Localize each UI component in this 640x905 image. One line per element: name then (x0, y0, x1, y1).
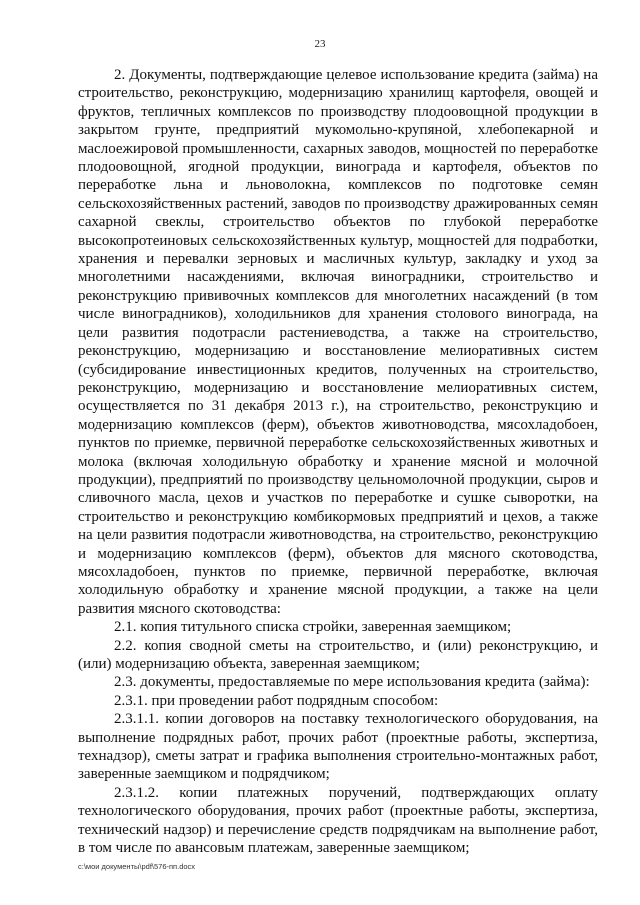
page-number: 23 (314, 38, 326, 50)
paragraph-2: 2. Документы, подтверждающие целевое использование кредита (займа) на строительство, реконструкцию, модернизацию хранилищ картофеля, овощей и фруктов, тепличных комплексов по производству плодоовощной продукции в закрытом грунте, предприятий мукомольно-крупяной, хлебопекарной и маслоежировой промышленности, сахарных заводов, мощностей по переработке плодоовощной, ягодной продукции, винограда и картофеля, объектов по переработке льна и льноволокна, комплексов по подготовке семян сельскохозяйственных растений, заводов по производству дражированных семян сахарной свеклы, строительство объектов по глубокой переработке высокопротеиновых сельскохозяйственных культур, мощностей для подработки, хранения и перевалки зерновых и масличных культур, закладку и уход за многолетними насаждениями, включая виноградники, строительство и реконструкцию прививочных комплексов для многолетних насаждений (в том числе виноградников), холодильников для хранения столового винограда, на цели развития подотрасли растениеводства, а также на строительство, реконструкцию, модернизацию и восстановление мелиоративных систем (субсидирование инвестиционных кредитов, полученных на строительство, реконструкцию, модернизацию и восстановление мелиоративных систем, осуществляется по 31 декабря 2013 г.), на строительство, реконструкцию и модернизацию комплексов (ферм), объектов животноводства, мясохладобоен, пунктов по приемке, первичной переработке сельскохозяйственных животных и молока (включая холодильную обработку и хранение мясной и молочной продукции), предприятий по производству цельномолочной продукции, сыров и сливочного масла, цехов и участков по переработке и сушке сыворотки, на строительство и реконструкцию комбикормовых предприятий и цехов, а также на цели развития подотрасли животноводства, на строительство, реконструкцию и модернизацию комплексов (ферм), объектов для мясного скотоводства, мясохладобоен, пунктов по приемке, первичной переработке, включая холодильную обработку и хранение мясной продукции, а также на цели развития мясного скотоводства: (78, 67, 598, 617)
paragraph-2-3-1-2: 2.3.1.2. копии платежных поручений, подтверждающих оплату технологического оборудования, прочих работ (проектные работы, экспертиза, технический надзор) и перечисление средств подрядчикам на выполнение работ, в том числе по авансовым платежам, заверенные заемщиком; (78, 784, 598, 857)
paragraph-2-1: 2.1. копия титульного списка стройки, заверенная заемщиком; (114, 619, 512, 636)
paragraph-2-2: 2.2. копия сводной сметы на строительство, и (или) реконструкцию, и (или) модернизацию объекта, заверенная заемщиком; (78, 637, 598, 672)
document-body (78, 66, 598, 857)
paragraph-2-3-1-1: 2.3.1.1. копии договоров на поставку технологического оборудования, на выполнение подрядных работ, прочих работ (проектные работы, экспертиза, технадзор), сметы затрат и графика выполнения строительно-монтажных работ, заверенные заемщиком и подрядчиком; (78, 711, 598, 783)
paragraph-2-3-1: 2.3.1. при проведении работ подрядным способом: (114, 692, 439, 709)
paragraph-2-3: 2.3. документы, предоставляемые по мере использования кредита (займа): (114, 674, 590, 691)
footer-file-path: c:\мои документы\pdf\576-пп.docx (78, 862, 196, 871)
